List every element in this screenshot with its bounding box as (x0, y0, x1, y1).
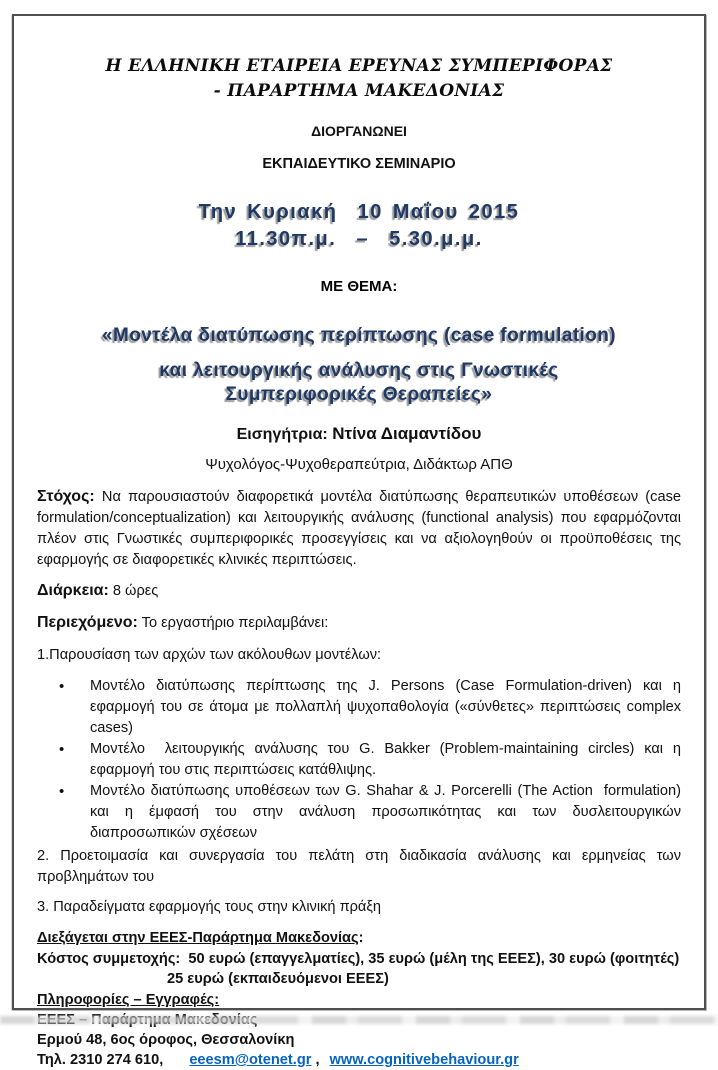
phone-number: Τηλ. 2310 274 610, (37, 1052, 164, 1068)
venue-heading-colon: : (358, 930, 364, 946)
event-date-line: Την Κυριακή 10 Μαΐου 2015 (198, 201, 520, 223)
theme-label: ΜΕ ΘΕΜΑ: (320, 278, 398, 295)
duration-label: Διάρκεια: (37, 582, 109, 599)
content-text: Το εργαστήριο περιλαμβάνει: (141, 615, 329, 631)
links-separator: , (315, 1052, 320, 1068)
seminar-type-label: ΕΚΠΑΙΔΕΥΤΙΚΟ ΣΕΜΙΝΑΡΙΟ (262, 156, 456, 172)
presenter-credentials: Ψυχολόγος-Ψυχοθεραπεύτρια, Διδάκτωρ ΑΠΘ (205, 456, 513, 473)
seminar-title-line3: Συμπεριφορικές Θεραπείες» (225, 384, 493, 405)
email-link[interactable]: eeesm@otenet.gr (189, 1052, 312, 1068)
content-line (37, 612, 681, 634)
cost-values-line1: 50 ευρώ (επαγγελματίες), 35 ευρώ (μέλη της ΕΕΕΣ), 30 ευρώ (φοιτητές) (184, 951, 680, 967)
program-item-2: 2. Προετοιμασία και συνεργασία του πελάτη στη διαδικασία ανάλυσης και ερμηνείας των προβλημάτων του (37, 848, 681, 885)
cost-line (37, 949, 681, 969)
program-item-3: 3. Παραδείγματα εφαρμογής τους στην κλινική πράξη (37, 899, 382, 915)
model-bullet-list (37, 676, 681, 844)
organizes-label: ΔΙΟΡΓΑΝΩΝΕΙ (311, 123, 407, 139)
organization-heading (37, 54, 681, 104)
model-bullet-bakker: • Μοντέλο λειτουργικής ανάλυσης του G. Bakker (Problem-maintaining circles) και η εφαρμογή του στις περιπτώσεις κατάθλιψης. (59, 739, 681, 781)
seminar-title (37, 324, 681, 407)
info-heading: Πληροφορίες – Εγγραφές: (37, 992, 220, 1008)
goal-paragraph (37, 486, 681, 571)
program-item-1: 1.Παρουσίαση των αρχών των ακόλουθων μοντέλων: (37, 647, 382, 663)
cost-label: Κόστος συμμετοχής: (37, 951, 181, 967)
model-bullet-shahar: • Μοντέλο διατύπωσης υποθέσεων των G. Shahar & J. Porcerelli (The Action formulation) και η έμφασή του στην ανάλυση προσωπικότητας και των δυσλειτουργικών διαπροσωπικών σχέσεων (59, 781, 681, 844)
event-time-line: 11.30π.μ. – 5.30.μ.μ. (235, 228, 483, 250)
model-bullet-persons: • Μοντέλο διατύπωσης περίπτωσης της J. Persons (Case Formulation-driven) και η εφαρμογή του σε άτομα με πολλαπλή ψυχοπαθολογία («σύνθετες» περιπτώσεις complex cases) (59, 676, 681, 739)
event-date (37, 199, 681, 253)
goal-text: Να παρουσιαστούν διαφορετικά μοντέλα διατύπωσης θεραπευτικών υποθέσεων (case formulation/conceptualization) και λειτουργικής ανάλυσης (functional analysis) που εφαρμόζονται πλέον στις Γνωστικές συμπεριφορικές προσεγγίσεις και να αξιολογηθούν οι προϋποθέσεις της εφαρμογής σε διαφορετικές κλινικές περιπτώσεις. (37, 489, 681, 568)
seminar-title-line1: «Μοντέλα διατύπωσης περίπτωσης (case formulation) (102, 325, 616, 346)
presenter-label: Εισηγήτρια: (236, 426, 328, 443)
seminar-flyer-page (12, 14, 706, 1068)
footer-details (37, 928, 681, 1070)
organization-name-line1: Η ΕΛΛΗΝΙΚΗ ΕΤΑΙΡΕΙΑ ΕΡΕΥΝΑΣ ΣΥΜΠΕΡΙΦΟΡΑΣ (105, 56, 613, 76)
presenter-line (37, 424, 681, 444)
seminar-title-line2: και λειτουργικής ανάλυσης στις Γνωστικές (159, 360, 559, 381)
contact-line (37, 1050, 681, 1070)
duration-text: 8 ώρες (112, 583, 159, 599)
next-page-preview-strip (0, 1016, 718, 1024)
presenter-name: Ντίνα Διαμαντίδου (332, 424, 482, 443)
organization-name-line2: - ΠΑΡΑΡΤΗΜΑ ΜΑΚΕΔΟΝΙΑΣ (213, 81, 505, 101)
goal-label: Στόχος: (37, 488, 95, 505)
venue-heading-text: Διεξάγεται στην ΕΕΕΣ-Παράρτημα Μακεδονίας (37, 930, 359, 946)
website-link[interactable]: www.cognitivebehaviour.gr (329, 1052, 519, 1068)
content-label: Περιεχόμενο: (37, 614, 138, 631)
venue-heading (37, 928, 681, 948)
duration-line (37, 580, 681, 602)
footer-address: Ερμού 48, 6ος όροφος, Θεσσαλονίκη (37, 1032, 295, 1048)
cost-values-line2: 25 ευρώ (εκπαιδευόμενοι ΕΕΕΣ) (167, 971, 389, 987)
